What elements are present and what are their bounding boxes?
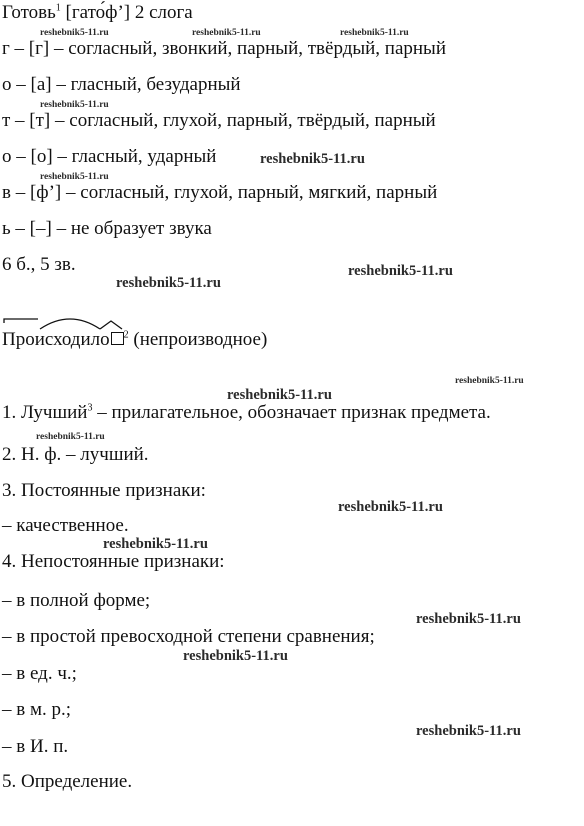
watermark: reshebnik5-11.ru bbox=[40, 100, 109, 110]
morph-item: 3. Постоянные признаки: bbox=[2, 480, 206, 501]
watermark: reshebnik5-11.ru bbox=[103, 536, 208, 552]
morph-item: 2. Н. ф. – лучший. bbox=[2, 444, 149, 465]
morphemic-note: (непроизводное) bbox=[133, 329, 268, 350]
morph-item: – в ед. ч.; bbox=[2, 663, 77, 684]
morph-item: – в полной форме; bbox=[2, 590, 151, 611]
transcription: [гато́ф’] 2 слога bbox=[65, 2, 193, 23]
sound-line: т – [т] – согласный, глухой, парный, твёрдый, парный bbox=[2, 110, 436, 131]
sound-line: в – [ф’] – согласный, глухой, парный, мягкий, парный bbox=[2, 182, 438, 203]
footnote-marker: 2 bbox=[123, 329, 129, 341]
morph-item: – в простой превосходной степени сравнения; bbox=[2, 626, 375, 647]
suffix-mark bbox=[100, 321, 122, 329]
watermark: reshebnik5-11.ru bbox=[227, 387, 332, 403]
root-arc bbox=[40, 319, 100, 329]
watermark: reshebnik5-11.ru bbox=[416, 611, 521, 627]
sound-line: г – [г] – согласный, звонкий, парный, твёрдый, парный bbox=[2, 38, 446, 59]
watermark: reshebnik5-11.ru bbox=[348, 263, 453, 279]
morph-item: 1. Лучший$^3$ – прилагательное, обозначает признак предмета. bbox=[2, 402, 491, 423]
morph-item: – в И. п. bbox=[2, 736, 69, 757]
morphemic-word: Происходило bbox=[2, 329, 110, 350]
sound-line: ь – [–] – не образует звука bbox=[2, 218, 212, 239]
morph-item: 5. Определение. bbox=[2, 771, 133, 792]
watermark: reshebnik5-11.ru bbox=[416, 723, 521, 739]
watermark: reshebnik5-11.ru bbox=[116, 275, 221, 291]
phonetic-word: Готовь bbox=[2, 2, 56, 23]
watermark: reshebnik5-11.ru bbox=[192, 28, 261, 38]
watermark: reshebnik5-11.ru bbox=[340, 28, 409, 38]
morph-item: – качественное. bbox=[2, 515, 129, 536]
prefix-mark bbox=[4, 319, 38, 323]
watermark: reshebnik5-11.ru bbox=[40, 172, 109, 182]
morph-item: – в м. р.; bbox=[2, 699, 72, 720]
morph-item: 4. Непостоянные признаки: bbox=[2, 551, 225, 572]
watermark: reshebnik5-11.ru bbox=[260, 151, 365, 167]
watermark: reshebnik5-11.ru bbox=[183, 648, 288, 664]
watermark: reshebnik5-11.ru bbox=[338, 499, 443, 515]
watermark: reshebnik5-11.ru bbox=[36, 432, 105, 442]
watermark: reshebnik5-11.ru bbox=[455, 376, 524, 386]
watermark: reshebnik5-11.ru bbox=[40, 28, 109, 38]
sound-line: о – [а] – гласный, безударный bbox=[2, 74, 241, 95]
letter-sound-summary: 6 б., 5 зв. bbox=[2, 254, 76, 275]
footnote-marker: 1 bbox=[55, 2, 61, 14]
sound-line: о – [о] – гласный, ударный bbox=[2, 146, 217, 167]
footnote-marker: 3 bbox=[87, 402, 93, 414]
